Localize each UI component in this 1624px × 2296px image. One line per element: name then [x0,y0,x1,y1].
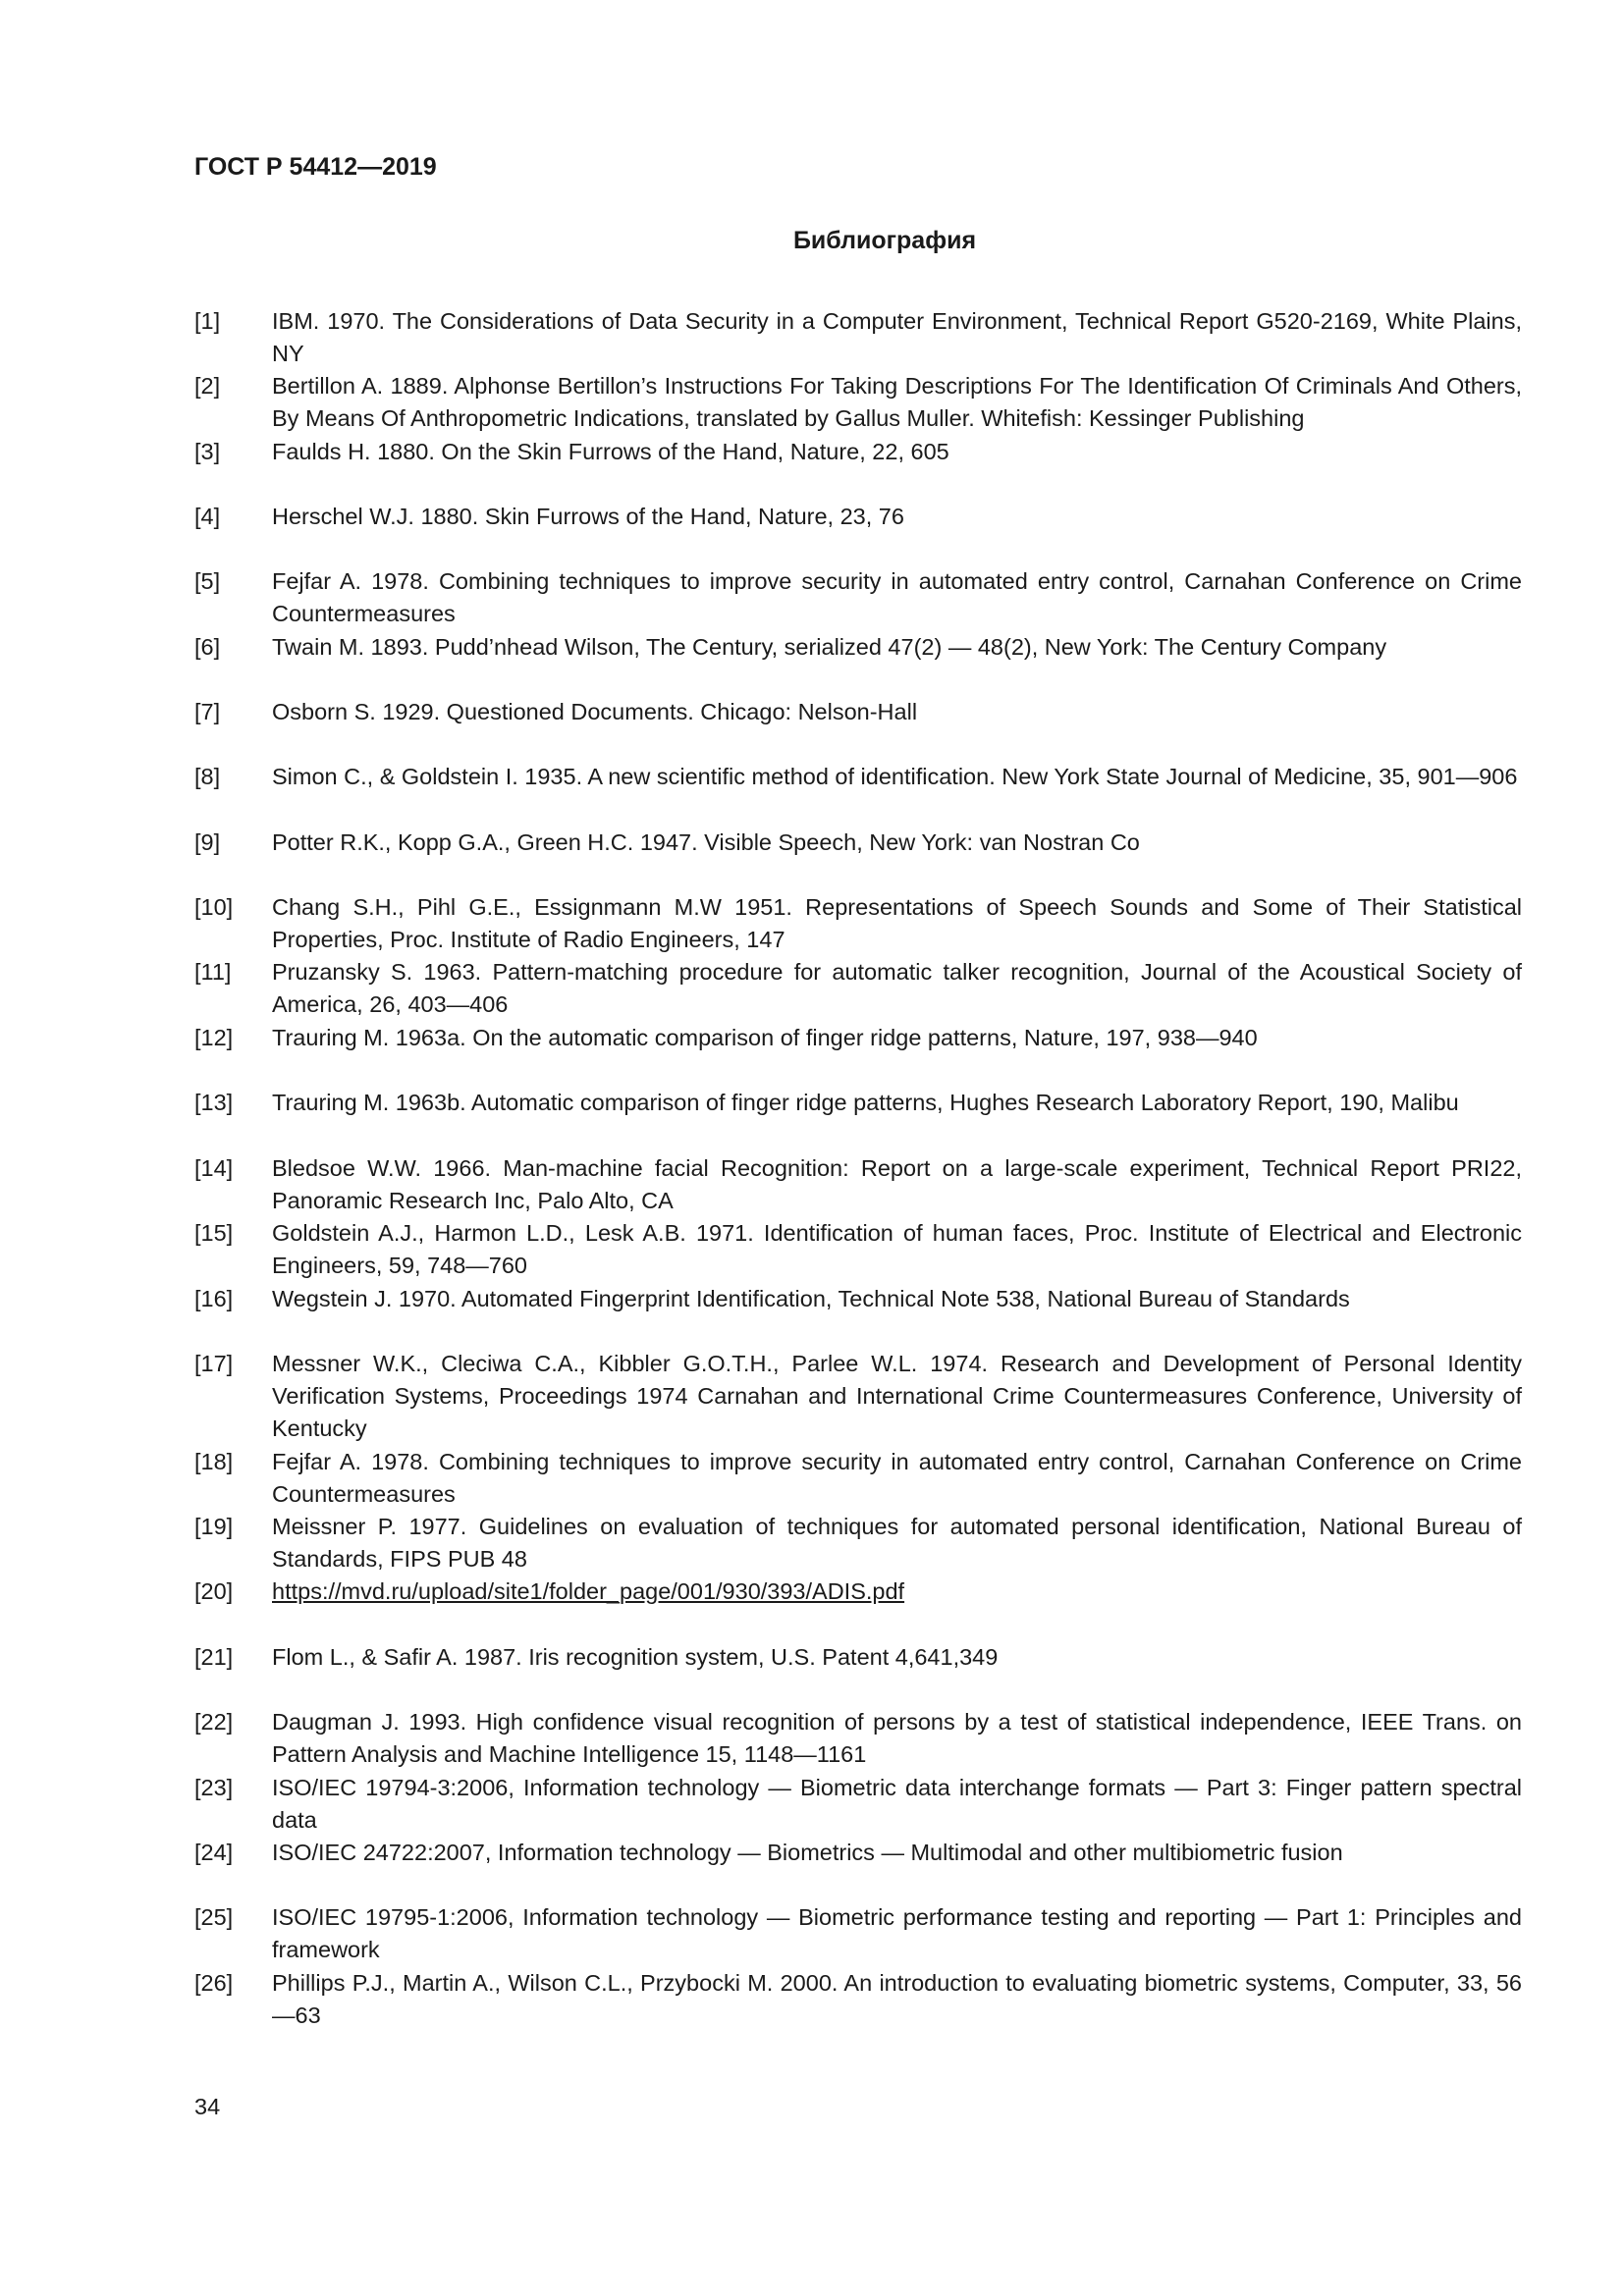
reference-text: ISO/IEC 19795-1:2006, Information technology — Biometric performance testing and reporting — Part 1: Principles and framework [272,1904,1522,1962]
reference-number: [11] [194,959,232,985]
reference-text: Daugman J. 1993. High confidence visual recognition of persons by a test of statistical independence, IEEE Trans. on Pattern Analysis and Machine Intelligence 15, 1148—1161 [272,1709,1522,1767]
reference-text: Fejfar A. 1978. Combining techniques to improve security in automated entry control, Carnahan Conference on Crime Countermeasures [272,568,1522,626]
reference-number: [9] [194,829,221,855]
reference-text: Meissner P. 1977. Guidelines on evaluation of techniques for automated personal identification, National Bureau of Standards, FIPS PUB 48 [272,1514,1522,1572]
reference-text: IBM. 1970. The Considerations of Data Security in a Computer Environment, Technical Report G520-2169, White Plains, NY [272,308,1522,366]
reference-text: Pruzansky S. 1963. Pattern-matching procedure for automatic talker recognition, Journal of the Acoustical Society of America, 26, 403—406 [272,959,1522,1017]
reference-text: ISO/IEC 24722:2007, Information technology — Biometrics — Multimodal and other multibiometric fusion [272,1840,1343,1865]
reference-text: Chang S.H., Pihl G.E., Essignmann M.W 1951. Representations of Speech Sounds and Some of Their Statistical Properties, Proc. Institute of Radio Engineers, 147 [272,894,1522,952]
reference-number: [10] [194,894,234,920]
reference-number: [7] [194,699,221,724]
reference-text: Trauring M. 1963b. Automatic comparison of finger ridge patterns, Hughes Research Laboratory Report, 190, Malibu [272,1090,1459,1115]
reference-number: [16] [194,1286,234,1311]
reference-text: Trauring M. 1963a. On the automatic comparison of finger ridge patterns, Nature, 197, 938—940 [272,1025,1258,1050]
reference-text: Goldstein A.J., Harmon L.D., Lesk A.B. 1971. Identification of human faces, Proc. Institute of Electrical and Electronic Engineers, 59, 748—760 [272,1220,1522,1278]
reference-number: [5] [194,568,221,594]
reference-text: Potter R.K., Kopp G.A., Green H.C. 1947. Visible Speech, New York: van Nostran Co [272,829,1140,855]
reference-number: [17] [194,1351,234,1376]
reference-number: [2] [194,373,221,399]
reference-text: Flom L., & Safir A. 1987. Iris recognition system, U.S. Patent 4,641,349 [272,1644,999,1670]
reference-number: [24] [194,1840,234,1865]
reference-link[interactable]: https://mvd.ru/upload/site1/folder_page/001/930/393/ADIS.pdf [272,1578,905,1604]
reference-text: Twain M. 1893. Pudd’nhead Wilson, The Century, serialized 47(2) — 48(2), New York: The Century Company [272,634,1387,660]
reference-text: Messner W.K., Cleciwa C.A., Kibbler G.O.T.H., Parlee W.L. 1974. Research and Development of Personal Identity Verification Systems, Proceedings 1974 Carnahan and International Crime Countermeasures Conference, University of Kentucky [272,1351,1522,1441]
reference-number: [22] [194,1709,234,1735]
reference-text: Osborn S. 1929. Questioned Documents. Chicago: Nelson-Hall [272,699,918,724]
reference-text: Wegstein J. 1970. Automated Fingerprint Identification, Technical Note 538, National Bureau of Standards [272,1286,1350,1311]
reference-number: [23] [194,1775,234,1800]
document-header: ГОСТ Р 54412—2019 [194,153,437,181]
reference-text: Bledsoe W.W. 1966. Man-machine facial Recognition: Report on a large-scale experiment, Technical Report PRI22, Panoramic Research Inc, Palo Alto, CA [272,1155,1522,1213]
reference-number: [15] [194,1220,234,1246]
reference-text: Faulds H. 1880. On the Skin Furrows of the Hand, Nature, 22, 605 [272,439,949,464]
reference-text: Herschel W.J. 1880. Skin Furrows of the Hand, Nature, 23, 76 [272,504,904,529]
reference-number: [20] [194,1578,234,1604]
reference-text: ISO/IEC 19794-3:2006, Information technology — Biometric data interchange formats — Part 3: Finger pattern spectral data [272,1775,1522,1833]
reference-text: Bertillon A. 1889. Alphonse Bertillon’s Instructions For Taking Descriptions For The Identification Of Criminals And Others, By Means Of Anthropometric Indications, translated by Gallus Muller. Whitefish: Kessinger Publishing [272,373,1522,431]
reference-number: [1] [194,308,221,334]
reference-number: [13] [194,1090,234,1115]
reference-number: [4] [194,504,221,529]
reference-number: [26] [194,1970,234,1996]
reference-number: [25] [194,1904,234,1930]
page-number: 34 [194,2094,221,2119]
section-title: Библиография [792,227,977,254]
reference-number: [19] [194,1514,234,1539]
reference-number: [8] [194,764,221,789]
reference-number: [18] [194,1449,234,1474]
reference-number: [6] [194,634,221,660]
reference-number: [12] [194,1025,234,1050]
reference-text: Fejfar A. 1978. Combining techniques to improve security in automated entry control, Carnahan Conference on Crime Countermeasures [272,1449,1522,1507]
reference-number: [3] [194,439,221,464]
reference-text: Simon C., & Goldstein I. 1935. A new scientific method of identification. New York State Journal of Medicine, 35, 901—906 [272,764,1518,789]
reference-number: [21] [194,1644,234,1670]
reference-text: Phillips P.J., Martin A., Wilson C.L., Przybocki M. 2000. An introduction to evaluating biometric systems, Computer, 33, 56—63 [272,1970,1522,2028]
reference-number: [14] [194,1155,234,1181]
